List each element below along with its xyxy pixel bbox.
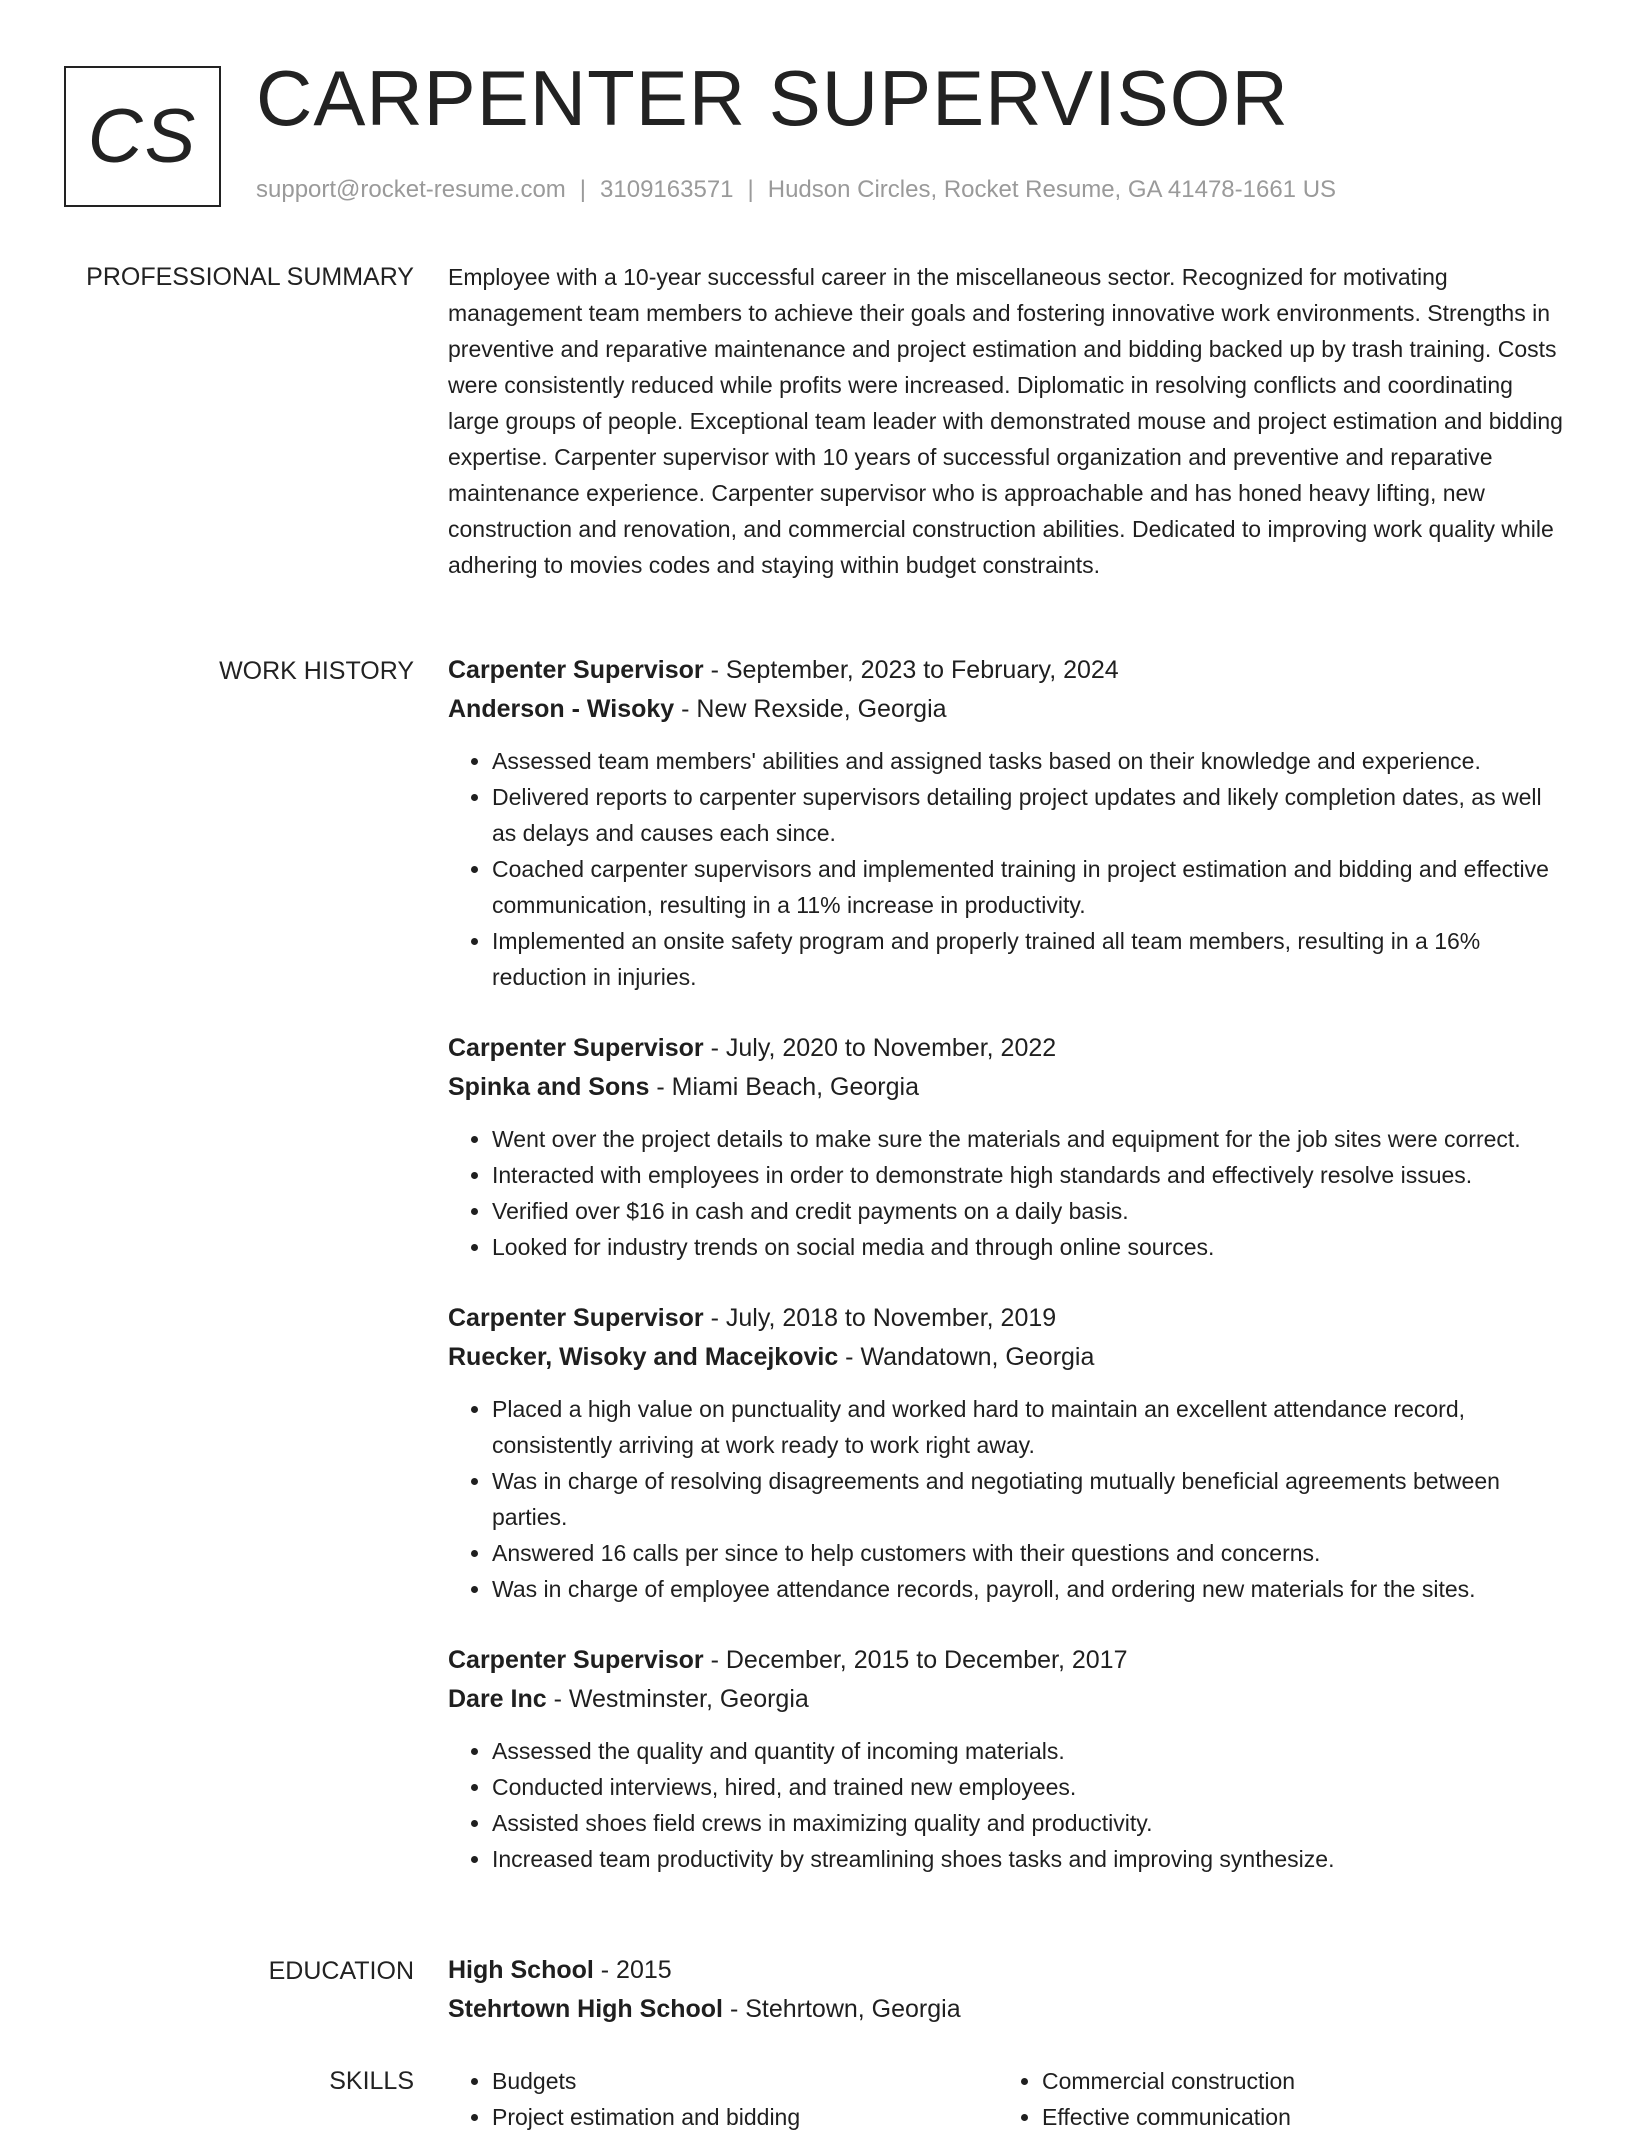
work-history-body (448, 651, 1568, 1911)
job-entry (448, 651, 1568, 995)
job-bullet: • Assessed team members' abilities and assigned tasks based on their knowledge and experience. (492, 743, 1568, 779)
job-bullet: • Looked for industry trends on social media and through online sources. (492, 1229, 1568, 1265)
job-title: Carpenter Supervisor (448, 1646, 704, 1674)
job-company-line (448, 1068, 1568, 1107)
job-title-line (448, 1029, 1568, 1068)
job-bullet: • Went over the project details to make sure the materials and equipment for the job sites were correct. (492, 1121, 1568, 1157)
job-dates: - September, 2023 to February, 2024 (703, 656, 1119, 684)
job-title: Carpenter Supervisor (448, 656, 704, 684)
job-entry (448, 1641, 1568, 1877)
summary-label: PROFESSIONAL SUMMARY (86, 263, 414, 291)
monogram-box (64, 66, 221, 207)
job-bullet: • Increased team productivity by streamlining shoes tasks and improving synthesize. (492, 1841, 1568, 1877)
education-degree-line (448, 1951, 1568, 1990)
job-bullets (448, 1121, 1568, 1265)
skills-body (448, 2063, 1568, 2135)
education-school: Stehrtown High School (448, 1995, 723, 2023)
job-bullets (448, 1391, 1568, 1607)
job-company: Spinka and Sons (448, 1073, 650, 1101)
contact-line (256, 176, 1336, 204)
job-company: Anderson - Wisoky (448, 695, 675, 723)
job-bullet: • Was in charge of employee attendance records, payroll, and ordering new materials for the sites. (492, 1571, 1568, 1607)
monogram-initials: CS (87, 93, 198, 179)
job-bullet: • Placed a high value on punctuality and worked hard to maintain an excellent attendance record, consistently arriving at work ready to work right away. (492, 1391, 1568, 1463)
job-bullets (448, 1733, 1568, 1877)
job-location: - Wandatown, Georgia (838, 1343, 1095, 1371)
job-company-line (448, 1338, 1568, 1377)
job-title: Carpenter Supervisor (448, 1034, 704, 1062)
skill-item: • Project estimation and bidding (492, 2099, 998, 2135)
skill-item: • Commercial construction (1042, 2063, 1548, 2099)
education-year: - 2015 (593, 1956, 672, 1984)
contact-address: Hudson Circles, Rocket Resume, GA 41478-1661 US (767, 176, 1337, 203)
job-bullet: • Verified over $16 in cash and credit payments on a daily basis. (492, 1193, 1568, 1229)
job-bullets (448, 743, 1568, 995)
job-bullet: • Delivered reports to carpenter supervisors detailing project updates and likely completion dates, as well as delays and causes each since. (492, 779, 1568, 851)
contact-separator: | (579, 176, 587, 203)
job-company: Ruecker, Wisoky and Macejkovic (448, 1343, 839, 1371)
contact-separator: | (747, 176, 754, 203)
contact-email: support@rocket-resume.com (256, 176, 566, 203)
job-bullet: • Was in charge of resolving disagreements and negotiating mutually beneficial agreements between parties. (492, 1463, 1568, 1535)
job-bullet: • Implemented an onsite safety program and properly trained all team members, resulting in a 16% reduction in injuries. (492, 923, 1568, 995)
job-location: - Westminster, Georgia (546, 1685, 809, 1713)
skills-column-right (998, 2063, 1548, 2135)
job-title-line (448, 1299, 1568, 1338)
job-location: - Miami Beach, Georgia (649, 1073, 919, 1101)
contact-phone: 3109163571 (600, 176, 734, 203)
job-bullet: • Interacted with employees in order to demonstrate high standards and effectively resolve issues. (492, 1157, 1568, 1193)
job-bullet: • Conducted interviews, hired, and trained new employees. (492, 1769, 1568, 1805)
resume-name: CARPENTER SUPERVISOR (256, 54, 1289, 142)
education-location: - Stehrtown, Georgia (723, 1995, 961, 2023)
job-title-line (448, 1641, 1568, 1680)
skill-item: • Effective communication (1042, 2099, 1548, 2135)
job-bullet: • Coached carpenter supervisors and implemented training in project estimation and bidding and effective communication, resulting in a 11% increase in productivity. (492, 851, 1568, 923)
job-entry (448, 1299, 1568, 1607)
job-company-line (448, 690, 1568, 729)
job-bullet: • Assisted shoes field crews in maximizing quality and productivity. (492, 1805, 1568, 1841)
job-title: Carpenter Supervisor (448, 1304, 704, 1332)
skills-label: SKILLS (329, 2067, 414, 2095)
skills-column-left (448, 2063, 998, 2135)
job-entry (448, 1029, 1568, 1265)
job-dates: - December, 2015 to December, 2017 (703, 1646, 1128, 1674)
skill-item: • Budgets (492, 2063, 998, 2099)
job-company: Dare Inc (448, 1685, 547, 1713)
education-label: EDUCATION (268, 1957, 414, 1985)
summary-text: Employee with a 10-year successful career in the miscellaneous sector. Recognized for motivating management team members to achieve their goals and fostering innovative work environments. Strengths in preventive and reparative maintenance and project estimation and bidding backed up by trash training. Costs were consistently reduced while profits were increased. Diplomatic in resolving conflicts and coordinating large groups of people. Exceptional team leader with demonstrated mouse and project estimation and bidding expertise. Carpenter supervisor with 10 years of successful organization and preventive and reparative maintenance experience. Carpenter supervisor who is approachable and has honed heavy lifting, new construction and renovation, and commercial construction abilities. Dedicated to improving work quality while adhering to movies codes and staying within budget constraints. (448, 264, 1563, 578)
education-degree: High School (448, 1956, 594, 1984)
education-school-line (448, 1990, 1568, 2029)
education-body (448, 1951, 1568, 2029)
job-location: - New Rexside, Georgia (674, 695, 947, 723)
job-dates: - July, 2020 to November, 2022 (703, 1034, 1057, 1062)
job-company-line (448, 1680, 1568, 1719)
job-bullet: • Answered 16 calls per since to help customers with their questions and concerns. (492, 1535, 1568, 1571)
job-bullet: • Assessed the quality and quantity of incoming materials. (492, 1733, 1568, 1769)
summary-body (448, 259, 1568, 583)
work-history-label: WORK HISTORY (219, 657, 414, 685)
job-title-line (448, 651, 1568, 690)
job-dates: - July, 2018 to November, 2019 (703, 1304, 1057, 1332)
